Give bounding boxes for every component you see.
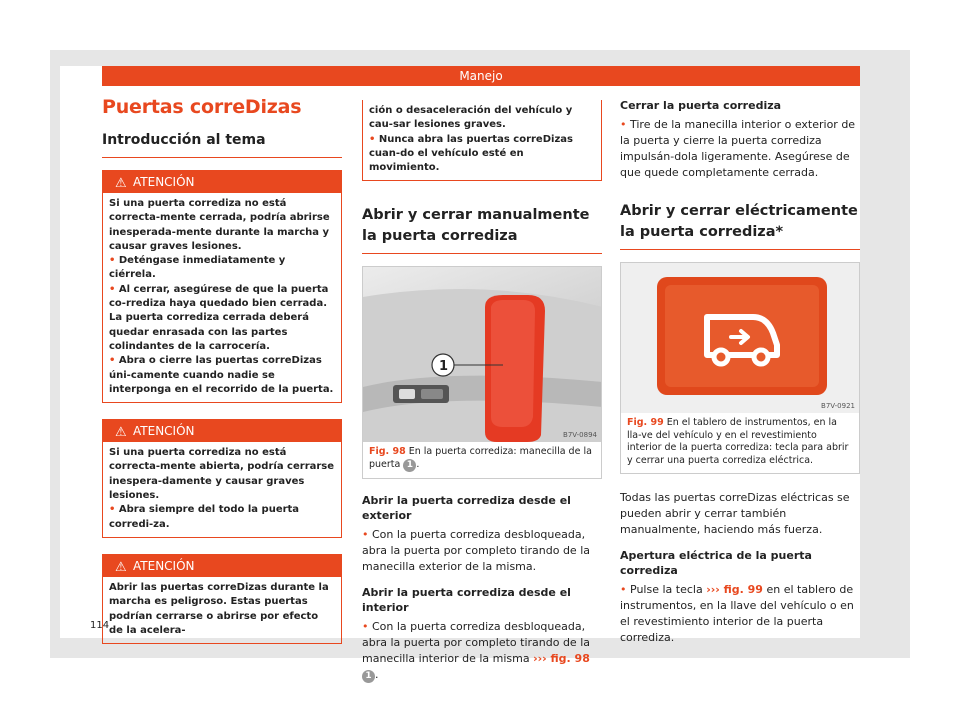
warning-triangle-icon: ⚠ xyxy=(115,559,127,575)
column-2 xyxy=(362,100,602,683)
paragraph: • Pulse la tecla ››› fig. 99 en el tablero de instrumentos, en la llave del vehículo o en el revestimiento interior de la puerta corrediza. xyxy=(620,583,854,644)
figure-reference-link[interactable]: ››› fig. 98 xyxy=(533,651,590,665)
subheading-exterior: Abrir la puerta corrediza desde el exterior xyxy=(362,493,571,522)
page-title: Puertas correDizas xyxy=(102,96,302,118)
figure-99 xyxy=(620,262,860,474)
callout-number: 1 xyxy=(362,670,375,683)
warning-text: ción o desaceleración del vehículo y cau-sar lesiones graves. xyxy=(369,105,573,131)
callout-number: 1 xyxy=(403,459,416,472)
warning-text: Si una puerta corrediza no está correcta-mente abierta, podría cerrarse inespera-damente y causar graves lesiones. xyxy=(109,447,335,502)
door-handle-image xyxy=(363,267,601,442)
warning-box-2 xyxy=(102,419,342,538)
figure-label: Fig. 98 xyxy=(369,446,406,458)
column-1 xyxy=(102,86,342,644)
bullet-icon: • xyxy=(109,355,119,367)
warning-label: ATENCIÓN xyxy=(133,175,195,189)
warning-box-continued xyxy=(362,100,602,181)
warning-bullet: • Deténgase inmediatamente y ciérrela. xyxy=(109,255,286,281)
warning-header xyxy=(103,171,341,193)
figure-caption: Fig. 99 En el tablero de instrumentos, en la lla-ve del vehículo y en el revestimiento interior de la puerta corrediza: tecla para abrir y cerrar una puerta corrediza eléctrica. xyxy=(627,417,849,466)
warning-header xyxy=(103,555,341,577)
warning-triangle-icon: ⚠ xyxy=(115,425,127,441)
bullet-icon: • xyxy=(369,133,379,145)
figure-code: B7V-0894 xyxy=(563,431,597,440)
warning-label: ATENCIÓN xyxy=(133,424,195,439)
figure-98 xyxy=(362,266,602,479)
warning-triangle-icon: ⚠ xyxy=(115,176,127,191)
bullet-icon: • xyxy=(362,619,372,633)
bullet-icon: • xyxy=(620,583,630,596)
warning-bullet: • Abra siempre del todo la puerta corredi-za. xyxy=(109,504,300,530)
subheading-close: Cerrar la puerta corrediza xyxy=(620,99,782,112)
warning-text: Abrir las puertas correDizas durante la marcha es peligroso. Estas puertas podrían cerrarse o abrirse por efecto de la acelera- xyxy=(109,581,329,636)
sliding-door-button-image xyxy=(621,263,859,413)
bullet-icon: • xyxy=(109,504,119,516)
bullet-icon: • xyxy=(620,118,630,131)
warning-bullet: • Nunca abra las puertas correDizas cuan-do el vehículo esté en movimiento. xyxy=(369,133,573,174)
warning-label: ATENCIÓN xyxy=(133,558,195,573)
paragraph: • Con la puerta corrediza desbloqueada, abra la puerta por completo tirando de la manecilla exterior de la misma. xyxy=(362,527,590,573)
warning-header xyxy=(103,420,341,442)
bullet-icon: • xyxy=(109,283,119,295)
bullet-icon: • xyxy=(109,255,119,267)
figure-reference-link[interactable]: ››› fig. 99 xyxy=(706,583,763,596)
warning-bullet: • Abra o cierre las puertas correDizas úni-camente cuando nadie se interponga en el recorrido de la puerta. xyxy=(109,355,334,395)
paragraph: • Tire de la manecilla interior o exterior de la puerta y cierre la puerta corrediza impulsán-dola ligeramente. Asegúrese de que quede completamente cerrada. xyxy=(620,118,856,179)
paragraph: Todas las puertas correDizas eléctricas se pueden abrir y cerrar también manualmente, haciendo más fuerza. xyxy=(620,491,850,536)
section-title-electric: Abrir y cerrar eléctricamente la puerta corrediza* xyxy=(620,201,860,250)
bullet-icon: • xyxy=(362,527,372,541)
subheading-interior: Abrir la puerta corrediza desde el interior xyxy=(362,585,571,614)
warning-box-1 xyxy=(102,170,342,403)
figure-caption: Fig. 98 En la puerta corrediza: manecilla de la puerta 1 . xyxy=(369,446,592,470)
subheading-electric-open: Apertura eléctrica de la puerta corrediza xyxy=(620,549,812,577)
section-header: Manejo xyxy=(102,66,860,86)
page-number: 114 xyxy=(90,620,110,631)
column-3 xyxy=(620,98,860,646)
paragraph: • Con la puerta corrediza desbloqueada, abra la puerta por completo tirando de la manecilla interior de la misma ››› fig. 98 1 . xyxy=(362,619,590,681)
section-title-manual: Abrir y cerrar manualmente la puerta corrediza xyxy=(362,205,602,254)
section-title-intro: Introducción al tema xyxy=(102,130,342,158)
svg-text:1: 1 xyxy=(439,359,449,375)
figure-code: B7V-0921 xyxy=(821,402,855,410)
warning-bullet: • Al cerrar, asegúrese de que la puerta co-rrediza haya quedado bien cerrada. La puerta corrediza cerrada deberá quedar enrasada con las partes colindantes de la carrocería. xyxy=(109,283,329,352)
sliding-door-button-illustration xyxy=(621,263,859,413)
warning-text: Si una puerta corrediza no está correcta-mente cerrada, podría abrirse inesperada-mente durante la marcha y causar graves lesiones. xyxy=(109,198,330,252)
door-handle-illustration xyxy=(363,267,601,442)
warning-box-3 xyxy=(102,554,342,644)
figure-label: Fig. 99 xyxy=(627,417,664,428)
